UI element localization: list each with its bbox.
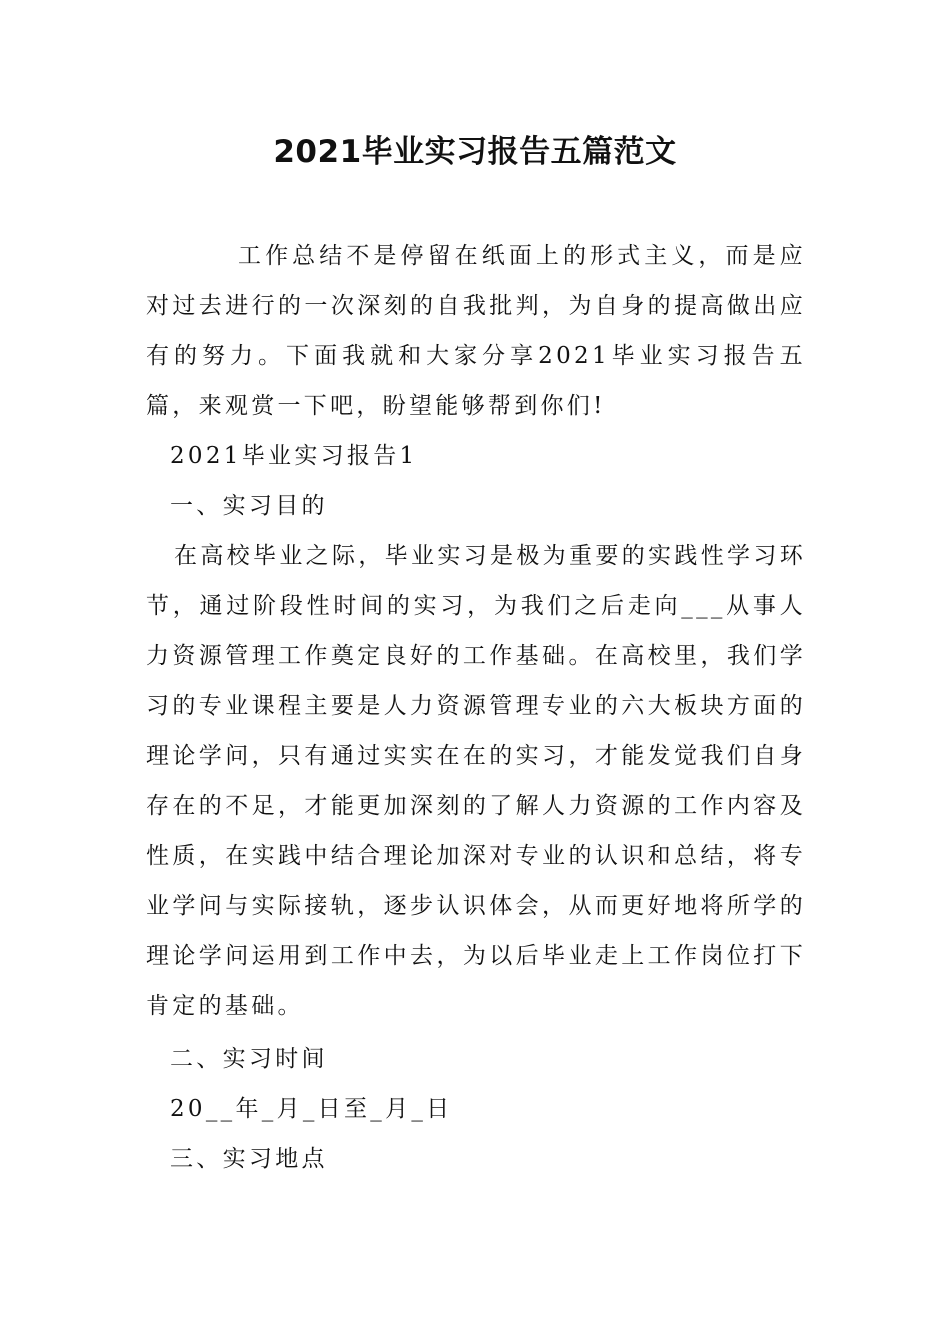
document-body [146,231,806,1184]
section-heading-purpose: 一、实习目的 [170,493,328,519]
section-heading-location: 三、实习地点 [170,1146,328,1172]
section-body-purpose: 在高校毕业之际，毕业实习是极为重要的实践性学习环节，通过阶段性时间的实习，为我们之后走向___从事人力资源管理工作奠定良好的工作基础。在高校里，我们学习的专业课程主要是人力资源管理专业的六大板块方面的理论学问，只有通过实实在在的实习，才能发觉我们自身存在的不足，才能更加深刻的了解人力资源的工作内容及性质，在实践中结合理论加深对专业的认识和总结，将专业学问与实际接轨，逐步认识体会，从而更好地将所学的理论学问运用到工作中去，为以后毕业走上工作岗位打下肯定的基础。 [146,543,806,1019]
section-body-time: 20__年_月_日至_月_日 [170,1096,453,1122]
intro-paragraph: 工作总结不是停留在纸面上的形式主义，而是应对过去进行的一次深刻的自我批判，为自身的提高做出应有的努力。下面我就和大家分享2021毕业实习报告五篇，来观赏一下吧，盼望能够帮到你们! [146,243,806,419]
report-heading: 2021毕业实习报告1 [170,443,418,469]
document-title: 2021毕业实习报告五篇范文 [273,134,677,170]
section-heading-time: 二、实习时间 [170,1046,328,1072]
